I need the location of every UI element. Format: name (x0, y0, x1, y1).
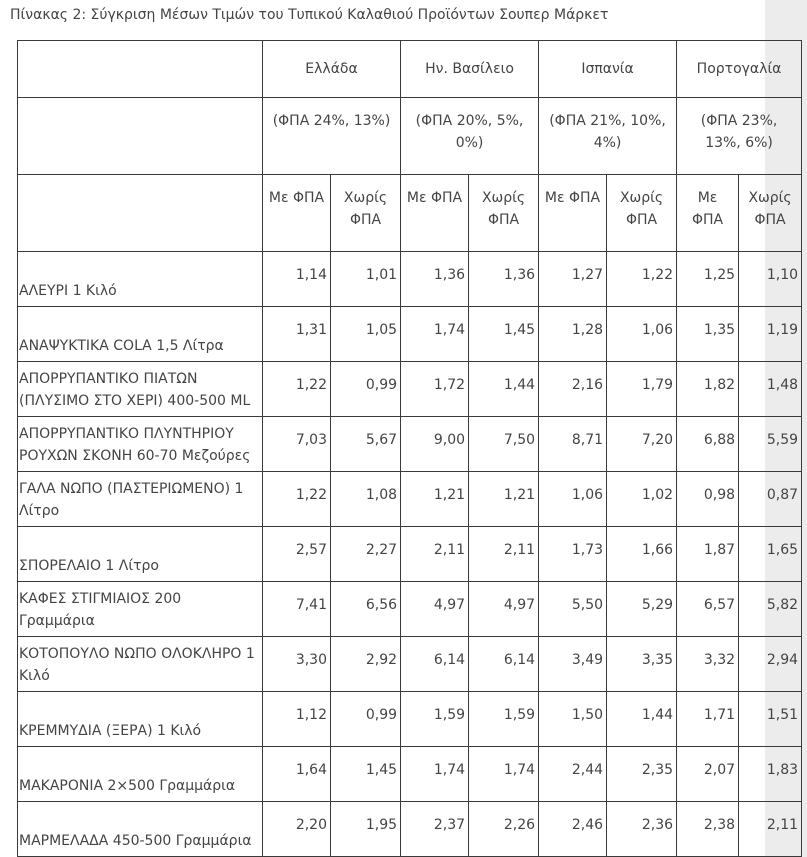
price-without-vat-cell: 7,50 (469, 417, 539, 472)
price-with-vat-cell: 6,14 (401, 637, 469, 692)
price-without-vat-cell: 1,06 (607, 307, 677, 362)
price-with-vat-cell: 1,22 (263, 362, 331, 417)
price-with-vat-cell: 6,57 (677, 582, 739, 637)
price-with-vat-cell: 7,41 (263, 582, 331, 637)
table-row (18, 747, 802, 802)
product-name-cell: ΜΑΚΑΡΟΝΙΑ 2×500 Γραμμάρια (18, 747, 263, 802)
price-with-vat-cell: 2,38 (677, 802, 739, 857)
price-with-vat-cell: 4,97 (401, 582, 469, 637)
price-with-vat-cell: 1,73 (539, 527, 607, 582)
price-without-vat-cell: 1,36 (469, 252, 539, 307)
price-with-vat-cell: 1,87 (677, 527, 739, 582)
price-without-vat-cell: 1,79 (607, 362, 677, 417)
table-row (18, 582, 802, 637)
price-with-vat-cell: 2,46 (539, 802, 607, 857)
table-row (18, 307, 802, 362)
column-header-with-vat: Με ΦΠΑ (263, 175, 331, 252)
product-name-cell: ΑΛΕΥΡΙ 1 Κιλό (18, 252, 263, 307)
country-header-row (18, 41, 802, 98)
table-row (18, 252, 802, 307)
table-row (18, 637, 802, 692)
country-header-uk: Ην. Βασίλειο (401, 41, 539, 98)
product-name-cell: ΑΝΑΨΥΚΤΙΚΑ COLA 1,5 Λίτρα (18, 307, 263, 362)
column-header-without-vat: Χωρίς ΦΠΑ (331, 175, 401, 252)
price-without-vat-cell: 2,11 (469, 527, 539, 582)
price-without-vat-cell: 2,92 (331, 637, 401, 692)
price-without-vat-cell: 2,94 (739, 637, 802, 692)
price-with-vat-cell: 6,88 (677, 417, 739, 472)
price-without-vat-cell: 5,82 (739, 582, 802, 637)
price-without-vat-cell: 1,10 (739, 252, 802, 307)
product-name-cell: ΜΑΡΜΕΛΑΔΑ 450-500 Γραμμάρια (18, 802, 263, 857)
price-without-vat-cell: 1,74 (469, 747, 539, 802)
price-without-vat-cell: 1,65 (739, 527, 802, 582)
vat-header-row (18, 98, 802, 175)
table-row (18, 362, 802, 417)
table-body (18, 252, 802, 857)
price-without-vat-cell: 0,99 (331, 692, 401, 747)
price-with-vat-cell: 2,44 (539, 747, 607, 802)
column-header-with-vat: Με ΦΠΑ (401, 175, 469, 252)
price-without-vat-cell: 1,95 (331, 802, 401, 857)
price-without-vat-cell: 1,44 (607, 692, 677, 747)
price-with-vat-cell: 1,36 (401, 252, 469, 307)
price-with-vat-cell: 1,27 (539, 252, 607, 307)
price-with-vat-cell: 2,11 (401, 527, 469, 582)
vat-column-header-row (18, 175, 802, 252)
price-without-vat-cell: 1,44 (469, 362, 539, 417)
vat-rates-portugal: (ΦΠΑ 23%, 13%, 6%) (677, 98, 802, 175)
table-row (18, 802, 802, 857)
country-header-spain: Ισπανία (539, 41, 677, 98)
column-header-without-vat: Χωρίς ΦΠΑ (607, 175, 677, 252)
product-name-cell: ΑΠΟΡΡΥΠΑΝΤΙΚΟ ΠΙΑΤΩΝ (ΠΛΥΣΙΜΟ ΣΤΟ ΧΕΡΙ) 400-500 ML (18, 362, 263, 417)
country-header-portugal: Πορτογαλία (677, 41, 802, 98)
empty-header-cell (18, 98, 263, 175)
price-without-vat-cell: 2,36 (607, 802, 677, 857)
price-with-vat-cell: 1,21 (401, 472, 469, 527)
product-name-cell: ΚΑΦΕΣ ΣΤΙΓΜΙΑΙΟΣ 200 Γραμμάρια (18, 582, 263, 637)
price-with-vat-cell: 1,06 (539, 472, 607, 527)
price-with-vat-cell: 1,35 (677, 307, 739, 362)
product-name-cell: ΚΟΤΟΠΟΥΛΟ ΝΩΠΟ ΟΛΟΚΛΗΡΟ 1 Κιλό (18, 637, 263, 692)
column-header-without-vat: Χωρίς ΦΠΑ (739, 175, 802, 252)
price-with-vat-cell: 1,64 (263, 747, 331, 802)
price-without-vat-cell: 3,35 (607, 637, 677, 692)
price-without-vat-cell: 5,29 (607, 582, 677, 637)
price-without-vat-cell: 0,99 (331, 362, 401, 417)
price-without-vat-cell: 1,51 (739, 692, 802, 747)
product-name-cell: ΑΠΟΡΡΥΠΑΝΤΙΚΟ ΠΛΥΝΤΗΡΙΟΥ ΡΟΥΧΩΝ ΣΚΟΝΗ 60-70 Μεζούρες (18, 417, 263, 472)
price-without-vat-cell: 1,21 (469, 472, 539, 527)
price-with-vat-cell: 1,72 (401, 362, 469, 417)
price-with-vat-cell: 1,74 (401, 747, 469, 802)
price-without-vat-cell: 1,08 (331, 472, 401, 527)
price-without-vat-cell: 2,11 (739, 802, 802, 857)
price-with-vat-cell: 1,50 (539, 692, 607, 747)
price-with-vat-cell: 3,49 (539, 637, 607, 692)
price-without-vat-cell: 5,67 (331, 417, 401, 472)
price-with-vat-cell: 2,20 (263, 802, 331, 857)
column-header-with-vat: Με ΦΠΑ (539, 175, 607, 252)
price-without-vat-cell: 1,45 (331, 747, 401, 802)
price-without-vat-cell: 1,48 (739, 362, 802, 417)
vat-rates-greece: (ΦΠΑ 24%, 13%) (263, 98, 401, 175)
price-without-vat-cell: 1,05 (331, 307, 401, 362)
price-with-vat-cell: 1,59 (401, 692, 469, 747)
empty-header-cell (18, 41, 263, 98)
price-without-vat-cell: 0,87 (739, 472, 802, 527)
price-without-vat-cell: 5,59 (739, 417, 802, 472)
table-caption: Πίνακας 2: Σύγκριση Μέσων Τιμών του Τυπικού Καλαθιού Προϊόντων Σουπερ Μάρκετ (10, 7, 609, 23)
price-without-vat-cell: 2,26 (469, 802, 539, 857)
price-without-vat-cell: 1,45 (469, 307, 539, 362)
price-with-vat-cell: 1,25 (677, 252, 739, 307)
price-with-vat-cell: 2,16 (539, 362, 607, 417)
column-header-without-vat: Χωρίς ΦΠΑ (469, 175, 539, 252)
price-without-vat-cell: 6,14 (469, 637, 539, 692)
price-with-vat-cell: 3,30 (263, 637, 331, 692)
price-without-vat-cell: 1,19 (739, 307, 802, 362)
price-with-vat-cell: 1,14 (263, 252, 331, 307)
product-name-cell: ΣΠΟΡΕΛΑΙΟ 1 Λίτρο (18, 527, 263, 582)
vat-rates-spain: (ΦΠΑ 21%, 10%, 4%) (539, 98, 677, 175)
price-with-vat-cell: 2,57 (263, 527, 331, 582)
price-without-vat-cell: 4,97 (469, 582, 539, 637)
price-without-vat-cell: 1,66 (607, 527, 677, 582)
country-header-greece: Ελλάδα (263, 41, 401, 98)
price-with-vat-cell: 1,28 (539, 307, 607, 362)
price-without-vat-cell: 1,02 (607, 472, 677, 527)
table-row (18, 472, 802, 527)
price-with-vat-cell: 5,50 (539, 582, 607, 637)
price-with-vat-cell: 1,31 (263, 307, 331, 362)
price-with-vat-cell: 1,71 (677, 692, 739, 747)
price-with-vat-cell: 8,71 (539, 417, 607, 472)
price-without-vat-cell: 7,20 (607, 417, 677, 472)
table-row (18, 692, 802, 747)
price-with-vat-cell: 0,98 (677, 472, 739, 527)
price-without-vat-cell: 2,35 (607, 747, 677, 802)
column-header-with-vat: Με ΦΠΑ (677, 175, 739, 252)
price-without-vat-cell: 6,56 (331, 582, 401, 637)
empty-header-cell (18, 175, 263, 252)
price-with-vat-cell: 2,07 (677, 747, 739, 802)
price-with-vat-cell: 7,03 (263, 417, 331, 472)
price-with-vat-cell: 1,12 (263, 692, 331, 747)
price-without-vat-cell: 1,59 (469, 692, 539, 747)
product-name-cell: ΚΡΕΜΜΥΔΙΑ (ΞΕΡΑ) 1 Κιλό (18, 692, 263, 747)
product-name-cell: ΓΑΛΑ ΝΩΠΟ (ΠΑΣΤΕΡΙΩΜΕΝΟ) 1 Λίτρο (18, 472, 263, 527)
price-with-vat-cell: 1,74 (401, 307, 469, 362)
price-comparison-table (17, 40, 802, 857)
price-without-vat-cell: 1,22 (607, 252, 677, 307)
price-without-vat-cell: 1,83 (739, 747, 802, 802)
price-with-vat-cell: 9,00 (401, 417, 469, 472)
table-row (18, 527, 802, 582)
table-row (18, 417, 802, 472)
price-with-vat-cell: 2,37 (401, 802, 469, 857)
price-without-vat-cell: 1,01 (331, 252, 401, 307)
price-with-vat-cell: 1,22 (263, 472, 331, 527)
price-with-vat-cell: 1,82 (677, 362, 739, 417)
price-without-vat-cell: 2,27 (331, 527, 401, 582)
price-with-vat-cell: 3,32 (677, 637, 739, 692)
vat-rates-uk: (ΦΠΑ 20%, 5%, 0%) (401, 98, 539, 175)
